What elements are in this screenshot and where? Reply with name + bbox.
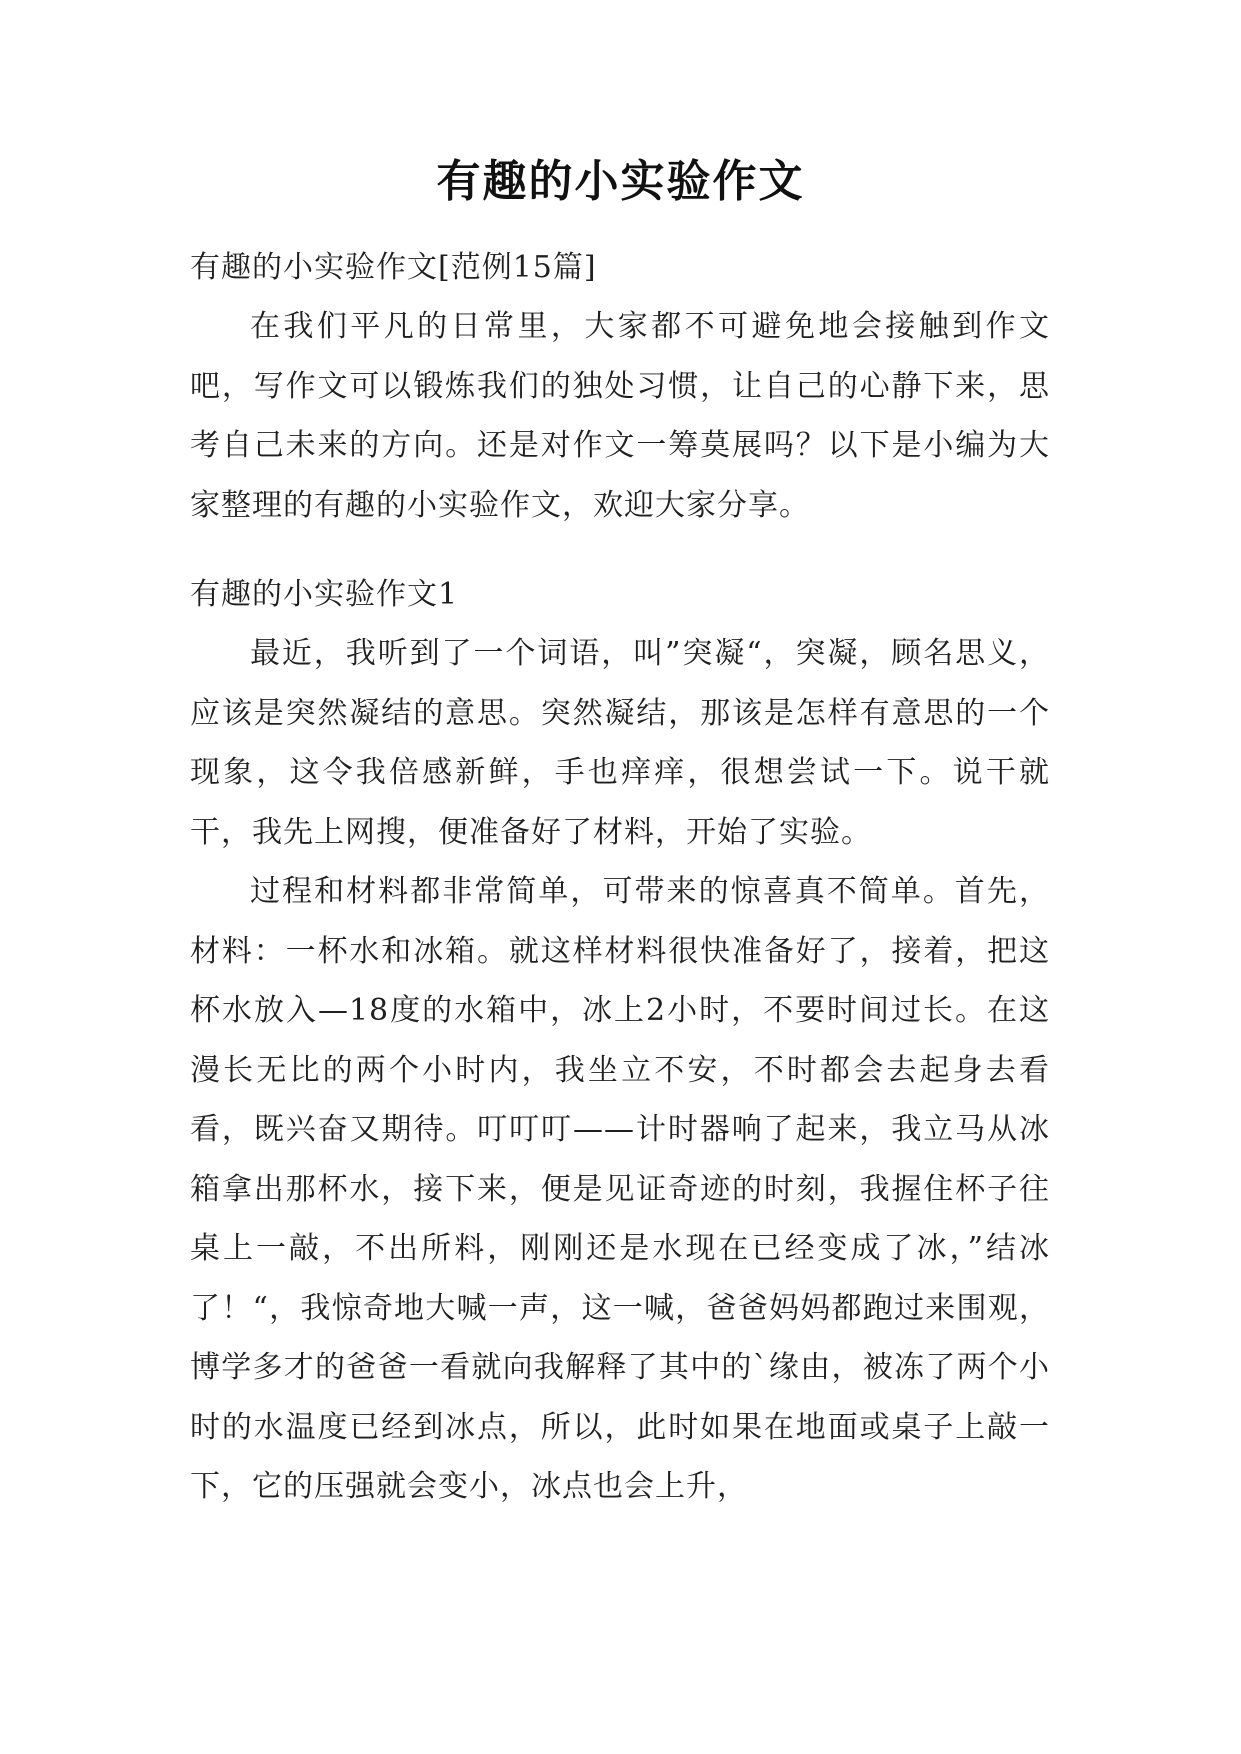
- intro-paragraph: 在我们平凡的日常里，大家都不可避免地会接触到作文吧，写作文可以锻炼我们的独处习惯，让自己的心静下来，思考自己未来的方向。还是对作文一筹莫展吗？以下是小编为大家整理的有趣的小实验作文，欢迎大家分享。: [190, 309, 1050, 523]
- essay-1-paragraph-2: 过程和材料都非常简单，可带来的惊喜真不简单。首先，材料：一杯水和冰箱。就这样材料很快准备好了，接着，把这杯水放入—18度的水箱中，冰上2小时，不要时间过长。在这漫长无比的两个小时内，我坐立不安，不时都会去起身去看看，既兴奋又期待。叮叮叮——计时器响了起来，我立马从冰箱拿出那杯水，接下来，便是见证奇迹的时刻，我握住杯子往桌上一敲，不出所料，刚刚还是水现在已经变成了冰，”结冰了！“，我惊奇地大喊一声，这一喊，爸爸妈妈都跑过来围观，博学多才的爸爸一看就向我解释了其中的`缘由，被冻了两个小时的水温度已经到冰点，所以，此时如果在地面或桌子上敲一下，它的压强就会变小，冰点也会上升，: [190, 874, 1050, 1504]
- document-subtitle: 有趣的小实验作文[范例15篇]: [190, 250, 597, 285]
- essay-1-paragraph-1: 最近，我听到了一个词语，叫”突凝“，突凝，顾名思义，应该是突然凝结的意思。突然凝结，那该是怎样有意思的一个现象，这令我倍感新鲜，手也痒痒，很想尝试一下。说干就干，我先上网搜，便准备好了材料，开始了实验。: [190, 636, 1050, 850]
- essay-1-heading: 有趣的小实验作文1: [190, 577, 459, 612]
- document-title: 有趣的小实验作文: [436, 156, 805, 207]
